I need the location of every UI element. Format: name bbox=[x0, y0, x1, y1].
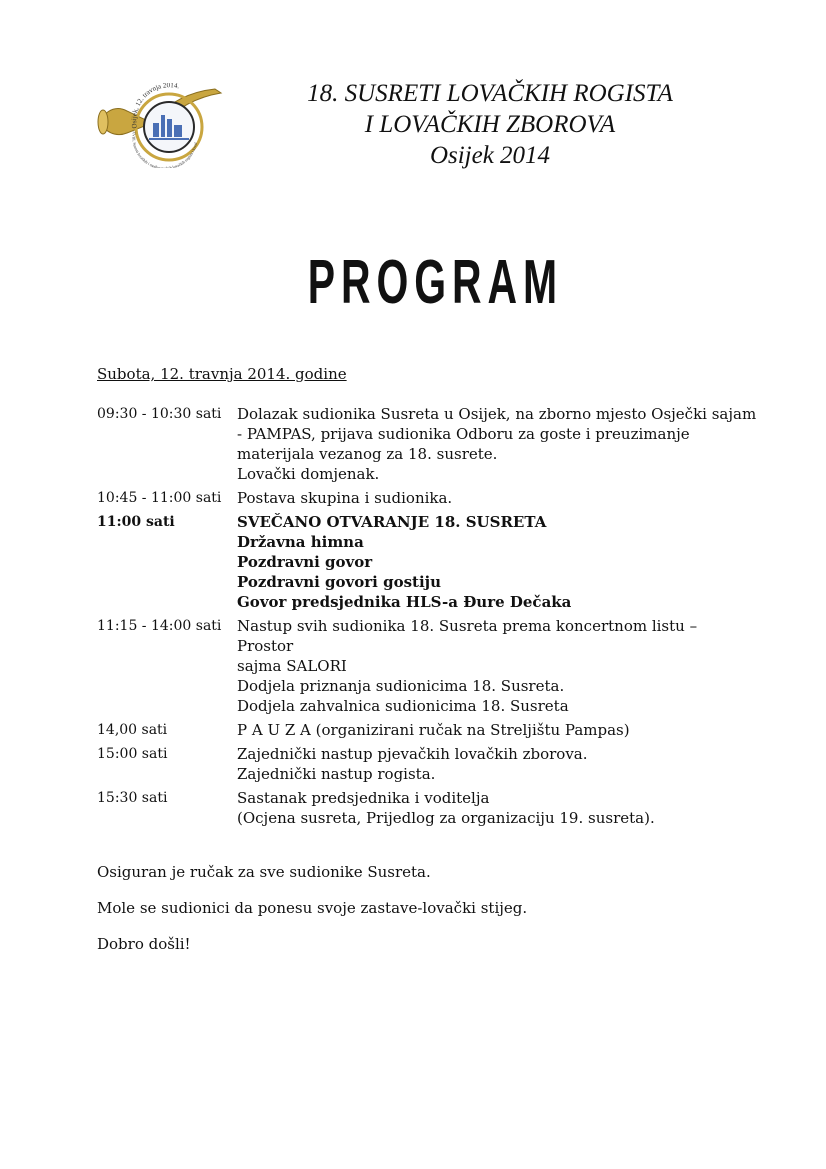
schedule-time: 15:00 sati bbox=[97, 746, 168, 762]
document-header bbox=[250, 78, 730, 171]
hunting-horn-logo-icon bbox=[97, 83, 232, 168]
schedule-description-line: Dodjela zahvalnica sudionicima 18. Susreta bbox=[237, 697, 569, 715]
schedule-description-line: Zajednički nastup rogista. bbox=[237, 765, 436, 783]
logo-ring-bottom-text: XVIII. Susreti lovačkih i međunar nih lovačkih rogista i lovač bbox=[131, 130, 199, 168]
header-line-1: 18. SUSRETI LOVAČKIH ROGISTA bbox=[307, 80, 673, 107]
schedule-description-line: Lovački domjenak. bbox=[237, 465, 380, 483]
schedule-description bbox=[237, 788, 757, 828]
schedule-row bbox=[97, 720, 757, 740]
schedule-description-line: SVEČANO OTVARANJE 18. SUSRETA bbox=[237, 513, 547, 531]
schedule-description-line: Sastanak predsjednika i voditelja bbox=[237, 789, 490, 807]
schedule-time: 10:45 - 11:00 sati bbox=[97, 490, 222, 506]
schedule-time: 11:00 sati bbox=[97, 514, 175, 530]
schedule-row bbox=[97, 488, 757, 508]
schedule-time: 14,00 sati bbox=[97, 722, 168, 738]
schedule-row bbox=[97, 404, 757, 484]
schedule-description-line: Dolazak sudionika Susreta u Osijek, na zborno mjesto Osječki sajam bbox=[237, 405, 757, 423]
schedule-description-line: Postava skupina i sudionika. bbox=[237, 489, 453, 507]
header-line-2: I LOVAČKIH ZBOROVA bbox=[364, 111, 616, 138]
schedule-description-line: Pozdravni govor bbox=[237, 553, 373, 571]
schedule-row bbox=[97, 616, 757, 716]
event-logo bbox=[97, 83, 232, 168]
header-line-3: Osijek 2014 bbox=[429, 142, 551, 169]
schedule-description bbox=[237, 744, 757, 784]
date-heading: Subota, 12. travnja 2014. godine bbox=[97, 365, 347, 383]
schedule-description bbox=[237, 488, 757, 508]
schedule-time: 09:30 - 10:30 sati bbox=[97, 406, 222, 422]
schedule-description-line: Nastup svih sudionika 18. Susreta prema koncertnom listu – Prostor bbox=[237, 617, 698, 655]
schedule-list bbox=[97, 404, 757, 832]
note-paragraph: Osiguran je ručak za sve sudionike Susreta. bbox=[97, 863, 431, 881]
schedule-time: 15:30 sati bbox=[97, 790, 168, 806]
schedule-description-line: Zajednički nastup pjevačkih lovačkih zborova. bbox=[237, 745, 588, 763]
schedule-description bbox=[237, 720, 757, 740]
closing-notes bbox=[97, 862, 527, 970]
schedule-row bbox=[97, 512, 757, 612]
schedule-description-line: sajma SALORI bbox=[237, 657, 347, 675]
schedule-description-line: - PAMPAS, prijava sudionika Odboru za goste i preuzimanje bbox=[237, 425, 690, 443]
schedule-description bbox=[237, 404, 757, 484]
schedule-description bbox=[237, 616, 757, 716]
schedule-description-line: materijala vezanog za 18. susrete. bbox=[237, 445, 498, 463]
schedule-description-line: Govor predsjednika HLS-a Đure Dečaka bbox=[237, 593, 572, 611]
schedule-time: 11:15 - 14:00 sati bbox=[97, 618, 222, 634]
schedule-description-line: (Ocjena susreta, Prijedlog za organizaciju 19. susreta). bbox=[237, 809, 655, 827]
schedule-description-line: Pozdravni govori gostiju bbox=[237, 573, 441, 591]
schedule-description-line: Državna himna bbox=[237, 533, 364, 551]
program-title: PROGRAM bbox=[307, 248, 564, 317]
note-paragraph: Mole se sudionici da ponesu svoje zastave-lovački stijeg. bbox=[97, 899, 528, 917]
schedule-description bbox=[237, 512, 757, 612]
schedule-description-line: P A U Z A (organizirani ručak na Streljištu Pampas) bbox=[237, 721, 630, 739]
note-paragraph: Dobro došli! bbox=[97, 935, 191, 953]
schedule-row bbox=[97, 744, 757, 784]
logo-ring-top-text: Osijek, 12. travnja 2014. bbox=[130, 83, 181, 129]
schedule-row bbox=[97, 788, 757, 828]
schedule-description-line: Dodjela priznanja sudionicima 18. Susreta. bbox=[237, 677, 565, 695]
